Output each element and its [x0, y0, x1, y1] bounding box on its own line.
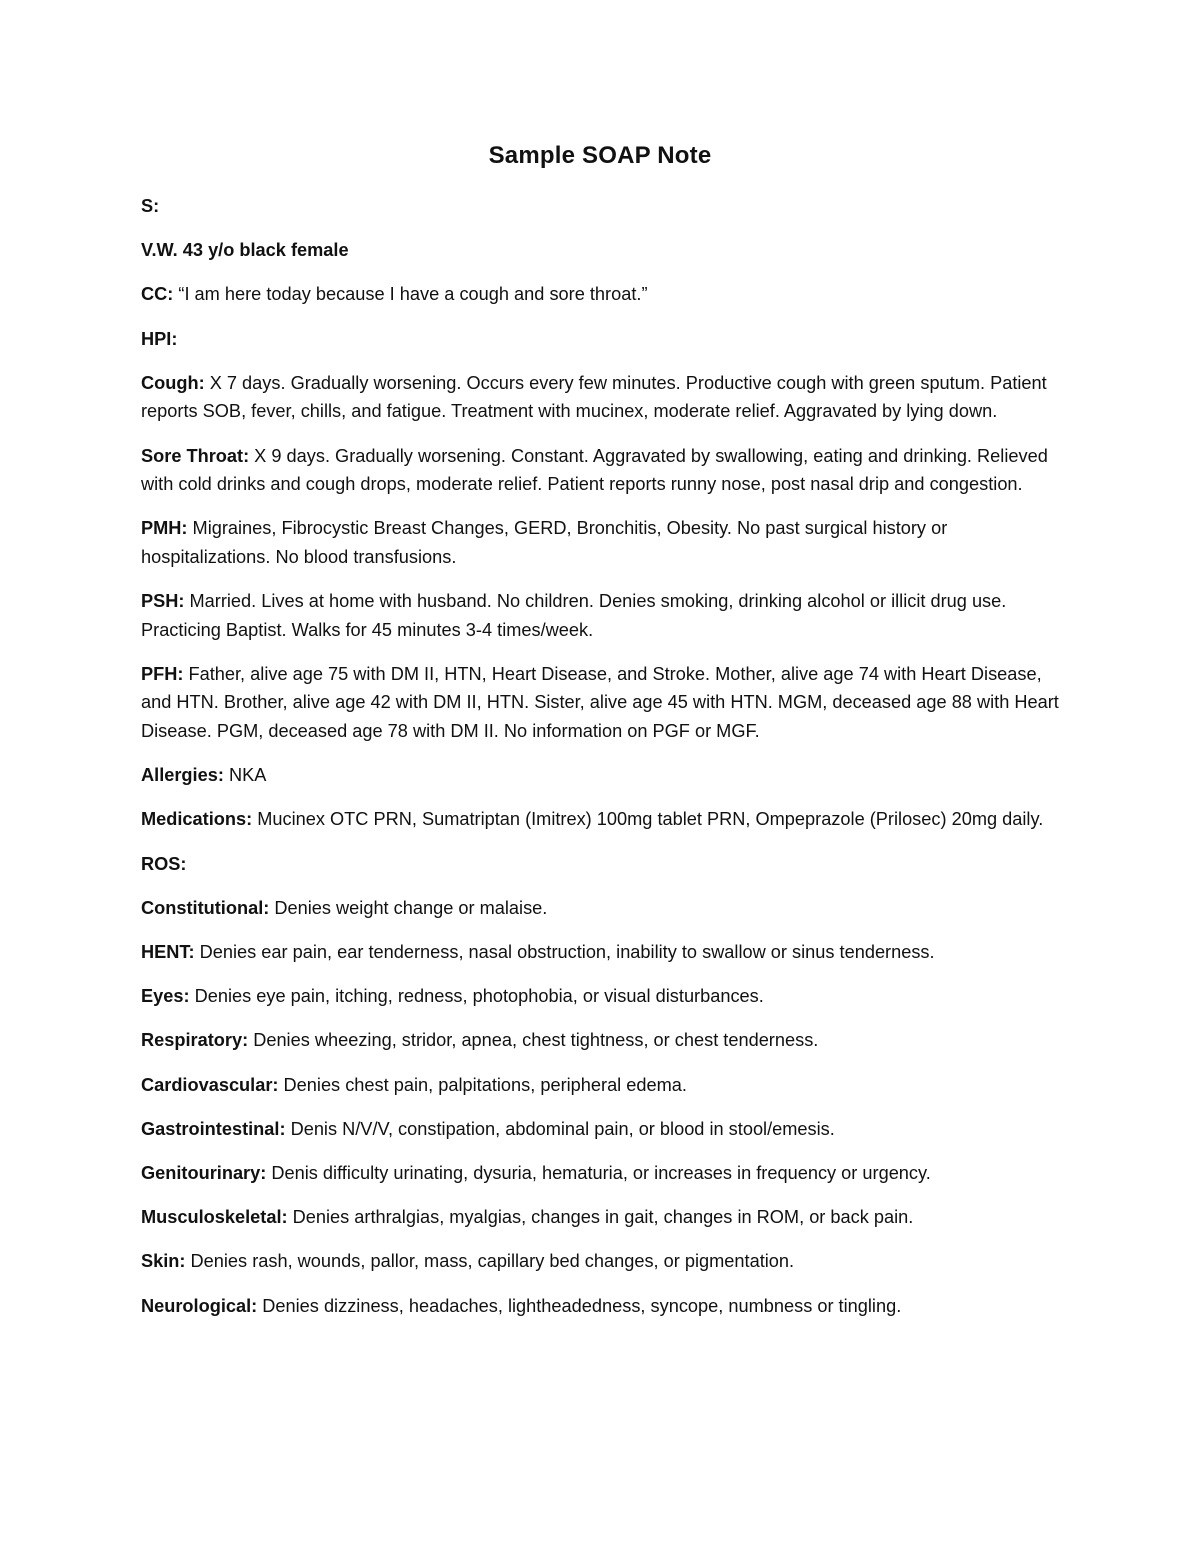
paragraph-label: HPI: [141, 328, 178, 349]
paragraph-label: Genitourinary: [141, 1162, 267, 1183]
ros-constitutional [141, 894, 1061, 923]
paragraph-text: Migraines, Fibrocystic Breast Changes, GERD, Bronchitis, Obesity. No past surgical history or hospitalizations. No blood transfusions. [141, 518, 948, 567]
paragraph-text: Married. Lives at home with husband. No children. Denies smoking, drinking alcohol or illicit drug use. Practicing Baptist. Walks for 45 minutes 3-4 times/week. [141, 591, 1007, 640]
paragraph-text: Denis N/V/V, constipation, abdominal pain, or blood in stool/emesis. [285, 1118, 835, 1139]
paragraph-text: Mucinex OTC PRN, Sumatriptan (Imitrex) 100mg tablet PRN, Ompeprazole (Prilosec) 20mg daily. [252, 809, 1044, 830]
paragraph-text: NKA [223, 765, 267, 786]
paragraph-label: PMH: [141, 518, 188, 539]
patient-identifier [141, 236, 1061, 265]
ros-gastrointestinal [141, 1115, 1061, 1144]
paragraph-label: PSH: [141, 591, 185, 612]
paragraph-label: Musculoskeletal: [141, 1207, 288, 1228]
paragraph-label: Sore Throat: [141, 445, 250, 466]
section-subjective [141, 192, 1061, 221]
paragraph-label: PFH: [141, 663, 184, 684]
paragraph-text: Denies dizziness, headaches, lightheadedness, syncope, numbness or tingling. [257, 1295, 902, 1316]
paragraph-text: Denies wheezing, stridor, apnea, chest tightness, or chest tenderness. [248, 1030, 819, 1051]
paragraph-text: “I am here today because I have a cough and sore throat.” [173, 284, 648, 305]
paragraph-label: S: [141, 196, 160, 216]
family-history [141, 660, 1061, 746]
paragraph-label: ROS: [141, 853, 187, 874]
ros-cardiovascular [141, 1071, 1061, 1100]
paragraph-text: Denies rash, wounds, pallor, mass, capillary bed changes, or pigmentation. [185, 1251, 795, 1272]
paragraph-label: Cardiovascular: [141, 1074, 279, 1095]
paragraph-text: Father, alive age 75 with DM II, HTN, Heart Disease, and Stroke. Mother, alive age 74 with Heart Disease, and HTN. Brother, alive age 42 with DM II, HTN. Sister, alive age 45 with HTN. MGM, deceased age 88 with Heart Disease. PGM, deceased age 78 with DM II. No information on PGF or MGF. [141, 663, 1059, 742]
ros-genitourinary [141, 1159, 1061, 1188]
paragraph-label: Eyes: [141, 986, 190, 1007]
paragraph-text: Denies eye pain, itching, redness, photophobia, or visual disturbances. [189, 986, 764, 1007]
allergies [141, 761, 1061, 790]
hpi-sore-throat [141, 442, 1061, 499]
paragraph-text: Denies chest pain, palpitations, peripheral edema. [278, 1074, 687, 1095]
paragraph-text: Denies ear pain, ear tenderness, nasal obstruction, inability to swallow or sinus tenderness. [194, 942, 935, 962]
past-medical-history [141, 514, 1061, 571]
section-hpi [141, 325, 1061, 354]
paragraph-text: Denis difficulty urinating, dysuria, hematuria, or increases in frequency or urgency. [266, 1162, 931, 1183]
paragraph-label: Allergies: [141, 765, 224, 786]
paragraph-text: X 9 days. Gradually worsening. Constant. Aggravated by swallowing, eating and drinking. Relieved with cold drinks and cough drops, moderate relief. Patient reports runny nose, post nasal drip and congestion. [141, 445, 1048, 495]
ros-respiratory [141, 1026, 1061, 1055]
chief-complaint [141, 280, 1061, 309]
document-title: Sample SOAP Note [488, 142, 712, 169]
ros-musculoskeletal [141, 1203, 1061, 1232]
section-ros [141, 850, 1061, 879]
paragraph-label: Respiratory: [141, 1030, 249, 1051]
ros-neurological [141, 1292, 1061, 1321]
hpi-cough [141, 369, 1061, 426]
paragraph-label: Gastrointestinal: [141, 1118, 286, 1139]
ros-skin [141, 1247, 1061, 1276]
paragraph-label: Skin: [141, 1251, 186, 1272]
paragraph-label: V.W. 43 y/o black female [141, 240, 349, 261]
paragraph-label: CC: [141, 284, 174, 305]
document-body [141, 192, 1061, 1336]
paragraph-label: Constitutional: [141, 897, 270, 918]
paragraph-label: Neurological: [141, 1295, 258, 1316]
personal-social-history [141, 587, 1061, 644]
ros-eyes [141, 982, 1061, 1011]
paragraph-label: Medications: [141, 809, 253, 830]
paragraph-text: Denies weight change or malaise. [269, 897, 548, 918]
paragraph-text: Denies arthralgias, myalgias, changes in gait, changes in ROM, or back pain. [287, 1207, 914, 1228]
paragraph-label: HENT: [141, 942, 195, 962]
paragraph-text: X 7 days. Gradually worsening. Occurs every few minutes. Productive cough with green sputum. Patient reports SOB, fever, chills, and fatigue. Treatment with mucinex, moderate relief. Aggravated by lying down. [141, 372, 1047, 422]
medications [141, 805, 1061, 834]
ros-hent [141, 938, 1061, 967]
paragraph-label: Cough: [141, 372, 205, 393]
